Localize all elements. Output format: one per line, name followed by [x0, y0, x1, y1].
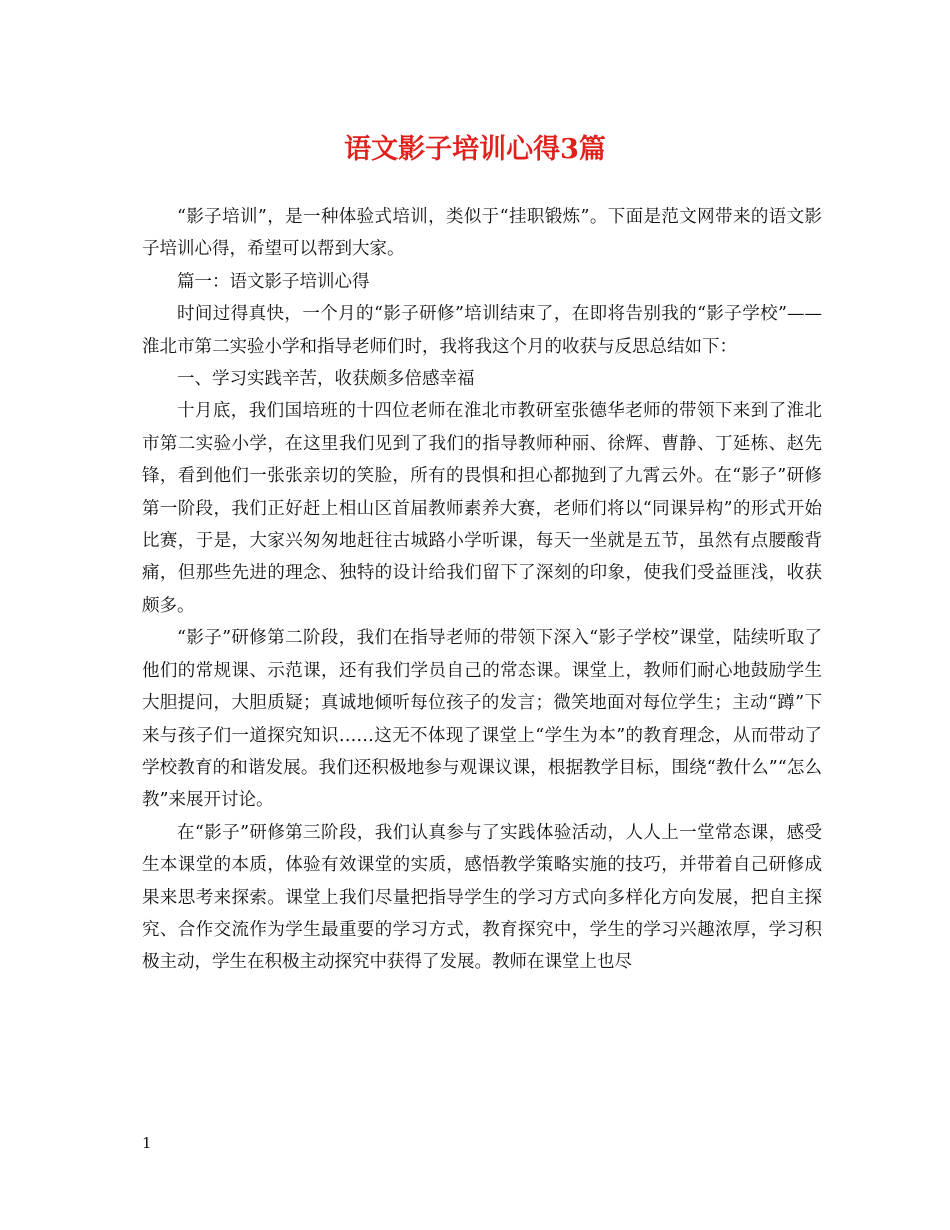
subsection-heading: 一、学习实践辛苦，收获颇多倍感幸福 [177, 369, 475, 390]
body-paragraph: 时间过得真快，一个月的“影子研修”培训结束了，在即将告别我的“影子学校”——淮北市第二实验小学和指导老师们时，我将我这个月的收获与反思总结如下： [142, 304, 822, 357]
document-body [142, 201, 822, 979]
section-heading: 篇一：语文影子培训心得 [177, 271, 370, 292]
intro-paragraph: “影子培训”，是一种体验式培训，类似于“挂职锻炼”。下面是范文网带来的语文影子培训心得，希望可以帮到大家。 [142, 207, 822, 260]
body-paragraph: 在“影子”研修第三阶段，我们认真参与了实践体验活动，人人上一堂常态课，感受生本课堂的本质，体验有效课堂的实质，感悟教学策略实施的技巧，并带着自己研修成果来思考来探索。课堂上我们尽量把指导学生的学习方式向多样化方向发展，把自主探究、合作交流作为学生最重要的学习方式，教育探究中，学生的学习兴趣浓厚，学习积极主动，学生在积极主动探究中获得了发展。教师在课堂上也尽 [142, 822, 822, 973]
page-number: 1 [142, 1134, 152, 1152]
body-paragraph: 十月底，我们国培班的十四位老师在淮北市教研室张德华老师的带领下来到了淮北市第二实验小学，在这里我们见到了我们的指导教师种丽、徐辉、曹静、丁延栋、赵先锋，看到他们一张张亲切的笑脸，所有的畏惧和担心都抛到了九霄云外。在“影子”研修第一阶段，我们正好赶上相山区首届教师素养大赛，老师们将以“同课异构”的形式开始比赛，于是，大家兴匆匆地赶往古城路小学听课，每天一坐就是五节，虽然有点腰酸背痛，但那些先进的理念、独特的设计给我们留下了深刻的印象，使我们受益匪浅，收获颇多。 [142, 401, 822, 616]
body-paragraph: “影子”研修第二阶段，我们在指导老师的带领下深入“影子学校”课堂，陆续听取了他们的常规课、示范课，还有我们学员自己的常态课。课堂上，教师们耐心地鼓励学生大胆提问，大胆质疑；真诚地倾听每位孩子的发言；微笑地面对每位学生；主动“蹲”下来与孩子们一道探究知识……这无不体现了课堂上“学生为本”的教育理念，从而带动了学校教育的和谐发展。我们还积极地参与观课议课，根据教学目标，围绕“教什么”“怎么教”来展开讨论。 [142, 628, 822, 811]
document-title: 语文影子培训心得3篇 [344, 134, 606, 165]
